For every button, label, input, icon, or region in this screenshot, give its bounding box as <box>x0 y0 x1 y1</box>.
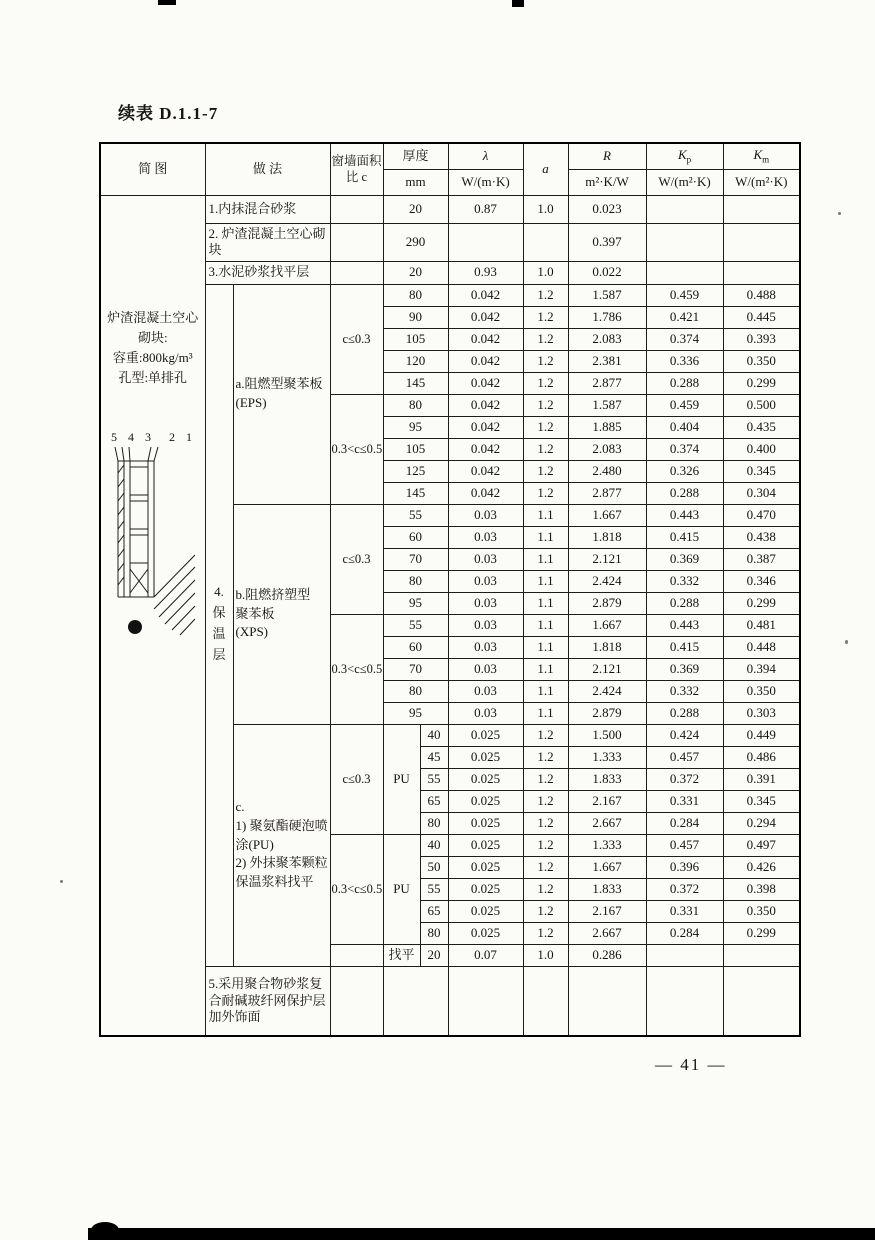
r-cell: 2.667 <box>568 812 646 834</box>
km-symbol: K <box>753 146 763 162</box>
thickness-cell: 55 <box>383 614 448 636</box>
a-cell: 1.2 <box>523 878 568 900</box>
a-cell: 1.2 <box>523 284 568 306</box>
wwr-cell <box>330 195 383 223</box>
a-cell: 1.1 <box>523 504 568 526</box>
scan-artifact <box>512 0 524 7</box>
r-cell: 2.877 <box>568 482 646 504</box>
thickness-cell: 80 <box>383 680 448 702</box>
a-cell: 1.2 <box>523 724 568 746</box>
km-cell: 0.393 <box>723 328 800 350</box>
lambda-cell: 0.03 <box>448 702 523 724</box>
kp-cell: 0.336 <box>646 350 723 372</box>
material-name-line: (EPS) <box>235 395 267 410</box>
material-name-line: 聚苯板 <box>235 605 275 621</box>
kp-cell: 0.284 <box>646 922 723 944</box>
kp-cell <box>646 966 723 1036</box>
method-cell: 1.内抹混合砂浆 <box>205 195 330 223</box>
kp-cell: 0.332 <box>646 570 723 592</box>
km-subscript: m <box>762 154 770 165</box>
scan-artifact <box>88 1228 875 1240</box>
material-name-line: b.阻燃挤塑型 <box>235 586 311 602</box>
a-cell: 1.2 <box>523 834 568 856</box>
thermal-parameters-table <box>99 142 801 1037</box>
wwr-cell <box>330 944 383 966</box>
km-cell: 0.488 <box>723 284 800 306</box>
km-cell: 0.304 <box>723 482 800 504</box>
kp-cell <box>646 195 723 223</box>
r-cell: 1.833 <box>568 768 646 790</box>
table-row <box>100 966 800 1036</box>
header-kp <box>646 143 723 169</box>
km-cell: 0.346 <box>723 570 800 592</box>
kp-cell: 0.374 <box>646 438 723 460</box>
lambda-cell: 0.03 <box>448 636 523 658</box>
km-cell: 0.470 <box>723 504 800 526</box>
kp-cell: 0.372 <box>646 878 723 900</box>
thickness-cell: 120 <box>383 350 448 372</box>
wall-section-diagram <box>107 447 199 637</box>
lambda-cell: 0.025 <box>448 724 523 746</box>
kp-cell: 0.396 <box>646 856 723 878</box>
thickness-cell: 55 <box>420 768 448 790</box>
a-cell: 1.1 <box>523 702 568 724</box>
kp-cell: 0.457 <box>646 746 723 768</box>
thickness-cell: 105 <box>383 438 448 460</box>
km-cell: 0.400 <box>723 438 800 460</box>
lambda-cell: 0.042 <box>448 482 523 504</box>
diagram-caption-line: 炉渣混凝土空心砌块: <box>107 309 199 345</box>
lambda-cell: 0.025 <box>448 812 523 834</box>
header-km-unit: W/(m²·K) <box>723 169 800 195</box>
km-cell: 0.294 <box>723 812 800 834</box>
lambda-cell: 0.042 <box>448 394 523 416</box>
r-cell <box>568 966 646 1036</box>
diagram-layer-labels: 5 4 3 2 1 <box>111 430 196 445</box>
r-cell: 2.083 <box>568 438 646 460</box>
r-cell: 1.818 <box>568 636 646 658</box>
km-cell: 0.497 <box>723 834 800 856</box>
header-diagram: 简 图 <box>100 143 205 195</box>
table-row <box>100 195 800 223</box>
km-cell: 0.438 <box>723 526 800 548</box>
scan-artifact <box>91 1222 119 1238</box>
pu-label-cell: PU <box>383 724 420 834</box>
km-cell: 0.426 <box>723 856 800 878</box>
km-cell: 0.486 <box>723 746 800 768</box>
thickness-cell: 70 <box>383 658 448 680</box>
km-cell: 0.448 <box>723 636 800 658</box>
header-thickness: 厚度 <box>383 143 448 169</box>
kp-symbol: K <box>677 146 687 162</box>
kp-cell: 0.332 <box>646 680 723 702</box>
thickness-cell: 80 <box>420 812 448 834</box>
kp-cell: 0.457 <box>646 834 723 856</box>
lambda-cell: 0.87 <box>448 195 523 223</box>
section-label: 保温层 <box>212 605 226 663</box>
r-cell: 0.023 <box>568 195 646 223</box>
lambda-cell: 0.03 <box>448 504 523 526</box>
header-kp-unit: W/(m²·K) <box>646 169 723 195</box>
lambda-cell: 0.03 <box>448 614 523 636</box>
a-cell: 1.2 <box>523 438 568 460</box>
km-cell: 0.303 <box>723 702 800 724</box>
wwr-cell <box>330 261 383 284</box>
scan-artifact <box>158 0 176 5</box>
lambda-cell: 0.025 <box>448 900 523 922</box>
kp-cell: 0.424 <box>646 724 723 746</box>
page-title: 续表 D.1.1-7 <box>118 104 219 123</box>
section-number: 4. <box>214 584 224 600</box>
leveling-label-cell: 找平 <box>383 944 420 966</box>
material-name-line: a.阻燃型聚苯板 <box>235 376 323 392</box>
r-cell: 2.879 <box>568 702 646 724</box>
a-cell: 1.2 <box>523 812 568 834</box>
km-cell: 0.299 <box>723 592 800 614</box>
thickness-cell: 40 <box>420 724 448 746</box>
scan-artifact <box>60 880 63 883</box>
r-cell: 1.587 <box>568 284 646 306</box>
km-cell: 0.387 <box>723 548 800 570</box>
r-cell: 1.786 <box>568 306 646 328</box>
km-cell <box>723 966 800 1036</box>
thickness-cell: 70 <box>383 548 448 570</box>
km-cell: 0.449 <box>723 724 800 746</box>
a-cell: 1.2 <box>523 394 568 416</box>
thickness-cell: 55 <box>383 504 448 526</box>
lambda-cell <box>448 966 523 1036</box>
kp-cell: 0.415 <box>646 526 723 548</box>
r-cell: 1.587 <box>568 394 646 416</box>
lambda-cell: 0.042 <box>448 328 523 350</box>
thickness-cell: 55 <box>420 878 448 900</box>
r-cell: 2.083 <box>568 328 646 350</box>
lambda-cell <box>448 223 523 261</box>
km-cell <box>723 944 800 966</box>
lambda-cell: 0.025 <box>448 746 523 768</box>
material-name-cell <box>233 504 330 724</box>
r-cell: 2.480 <box>568 460 646 482</box>
km-cell: 0.394 <box>723 658 800 680</box>
thickness-cell <box>383 966 448 1036</box>
header-alpha: a <box>523 143 568 195</box>
r-cell: 1.333 <box>568 746 646 768</box>
header-km <box>723 143 800 169</box>
diagram-caption-line: 孔型:单排孔 <box>118 369 188 385</box>
lambda-cell: 0.025 <box>448 768 523 790</box>
r-cell: 2.121 <box>568 658 646 680</box>
material-name-line: 2) 外抹聚苯颗粒保温浆料找平 <box>235 855 328 890</box>
method-cell: 3.水泥砂浆找平层 <box>205 261 330 284</box>
kp-cell <box>646 261 723 284</box>
thickness-cell: 65 <box>420 790 448 812</box>
kp-cell: 0.331 <box>646 900 723 922</box>
wwr-cell <box>330 223 383 261</box>
thickness-cell: 290 <box>383 223 448 261</box>
a-cell: 1.0 <box>523 261 568 284</box>
r-cell: 1.833 <box>568 878 646 900</box>
thickness-cell: 80 <box>383 570 448 592</box>
scan-artifact <box>838 212 841 215</box>
thickness-cell: 90 <box>383 306 448 328</box>
kp-cell <box>646 944 723 966</box>
r-cell: 0.397 <box>568 223 646 261</box>
km-cell <box>723 195 800 223</box>
a-cell: 1.1 <box>523 658 568 680</box>
header-r-unit: m²·K/W <box>568 169 646 195</box>
a-cell: 1.1 <box>523 614 568 636</box>
thickness-cell: 95 <box>383 702 448 724</box>
a-cell: 1.1 <box>523 570 568 592</box>
r-cell: 2.424 <box>568 570 646 592</box>
a-cell: 1.1 <box>523 548 568 570</box>
lambda-cell: 0.03 <box>448 680 523 702</box>
diagram-caption-line: 容重:800kg/m³ <box>112 349 193 365</box>
lambda-cell: 0.042 <box>448 416 523 438</box>
a-cell: 1.2 <box>523 900 568 922</box>
km-cell: 0.299 <box>723 372 800 394</box>
wwr-cell: c≤0.3 <box>330 284 383 394</box>
lambda-cell: 0.025 <box>448 790 523 812</box>
km-cell: 0.345 <box>723 460 800 482</box>
wwr-cell <box>330 966 383 1036</box>
r-cell: 1.885 <box>568 416 646 438</box>
a-cell: 1.2 <box>523 372 568 394</box>
kp-subscript: p <box>686 154 692 165</box>
kp-cell: 0.288 <box>646 482 723 504</box>
r-cell: 1.818 <box>568 526 646 548</box>
wwr-cell: 0.3<c≤0.5 <box>330 394 383 504</box>
header-thickness-unit: mm <box>383 169 448 195</box>
r-cell: 0.022 <box>568 261 646 284</box>
lambda-cell: 0.03 <box>448 526 523 548</box>
r-cell: 2.667 <box>568 922 646 944</box>
km-cell: 0.391 <box>723 768 800 790</box>
lambda-cell: 0.042 <box>448 306 523 328</box>
lambda-cell: 0.03 <box>448 548 523 570</box>
lambda-cell: 0.07 <box>448 944 523 966</box>
r-cell: 0.286 <box>568 944 646 966</box>
r-cell: 1.667 <box>568 856 646 878</box>
thickness-cell: 20 <box>420 944 448 966</box>
km-cell: 0.345 <box>723 790 800 812</box>
lambda-cell: 0.025 <box>448 834 523 856</box>
km-cell: 0.299 <box>723 922 800 944</box>
kp-cell: 0.326 <box>646 460 723 482</box>
scan-artifact <box>845 640 848 644</box>
a-cell: 1.1 <box>523 526 568 548</box>
lambda-cell: 0.042 <box>448 350 523 372</box>
kp-cell: 0.284 <box>646 812 723 834</box>
lambda-cell: 0.042 <box>448 372 523 394</box>
r-cell: 2.879 <box>568 592 646 614</box>
wwr-cell: 0.3<c≤0.5 <box>330 834 383 944</box>
material-name-line: c. <box>235 798 245 814</box>
km-cell: 0.435 <box>723 416 800 438</box>
lambda-cell: 0.042 <box>448 438 523 460</box>
thickness-cell: 145 <box>383 482 448 504</box>
kp-cell: 0.443 <box>646 614 723 636</box>
thickness-cell: 50 <box>420 856 448 878</box>
km-cell: 0.350 <box>723 350 800 372</box>
a-cell: 1.2 <box>523 856 568 878</box>
a-cell: 1.2 <box>523 460 568 482</box>
thickness-cell: 95 <box>383 416 448 438</box>
thickness-cell: 95 <box>383 592 448 614</box>
thickness-cell: 45 <box>420 746 448 768</box>
a-cell: 1.2 <box>523 922 568 944</box>
lambda-cell: 0.025 <box>448 856 523 878</box>
a-cell: 1.0 <box>523 944 568 966</box>
km-cell: 0.445 <box>723 306 800 328</box>
kp-cell: 0.374 <box>646 328 723 350</box>
table-row <box>100 223 800 261</box>
kp-cell: 0.288 <box>646 592 723 614</box>
lambda-cell: 0.025 <box>448 922 523 944</box>
lambda-cell: 0.042 <box>448 284 523 306</box>
a-cell <box>523 223 568 261</box>
header-r: R <box>568 143 646 169</box>
a-cell <box>523 966 568 1036</box>
thickness-cell: 80 <box>383 394 448 416</box>
kp-cell: 0.443 <box>646 504 723 526</box>
diagram-cell <box>100 195 205 1036</box>
thickness-cell: 125 <box>383 460 448 482</box>
lambda-cell: 0.025 <box>448 878 523 900</box>
r-cell: 1.500 <box>568 724 646 746</box>
section-4-label-cell <box>205 284 233 966</box>
kp-cell: 0.459 <box>646 284 723 306</box>
kp-cell: 0.404 <box>646 416 723 438</box>
kp-cell: 0.421 <box>646 306 723 328</box>
a-cell: 1.1 <box>523 592 568 614</box>
a-cell: 1.2 <box>523 768 568 790</box>
pu-label-cell: PU <box>383 834 420 944</box>
a-cell: 1.2 <box>523 482 568 504</box>
thickness-cell: 40 <box>420 834 448 856</box>
r-cell: 2.167 <box>568 900 646 922</box>
thickness-cell: 145 <box>383 372 448 394</box>
thickness-cell: 105 <box>383 328 448 350</box>
thickness-cell: 20 <box>383 195 448 223</box>
material-name-cell <box>233 724 330 966</box>
lambda-cell: 0.03 <box>448 592 523 614</box>
thickness-cell: 80 <box>383 284 448 306</box>
kp-cell: 0.459 <box>646 394 723 416</box>
material-name-cell <box>233 284 330 504</box>
thickness-cell: 65 <box>420 900 448 922</box>
lambda-cell: 0.042 <box>448 460 523 482</box>
km-cell: 0.350 <box>723 680 800 702</box>
kp-cell: 0.369 <box>646 658 723 680</box>
a-cell: 1.2 <box>523 306 568 328</box>
thickness-cell: 20 <box>383 261 448 284</box>
r-cell: 1.667 <box>568 614 646 636</box>
kp-cell: 0.372 <box>646 768 723 790</box>
method-cell: 2. 炉渣混凝土空心砌块 <box>205 223 330 261</box>
page-number: — 41 — <box>655 1055 727 1074</box>
thickness-cell: 60 <box>383 526 448 548</box>
header-wwr: 窗墙面积比 c <box>330 143 383 195</box>
lambda-cell: 0.03 <box>448 570 523 592</box>
header-lambda: λ <box>448 143 523 169</box>
header-lambda-unit: W/(m·K) <box>448 169 523 195</box>
header-row-1 <box>100 143 800 169</box>
lambda-cell: 0.03 <box>448 658 523 680</box>
method-cell: 5.采用聚合物砂浆复合耐碱玻纤网保护层加外饰面 <box>205 966 330 1036</box>
material-name-line: (XPS) <box>235 624 269 640</box>
r-cell: 2.167 <box>568 790 646 812</box>
km-cell: 0.500 <box>723 394 800 416</box>
a-cell: 1.0 <box>523 195 568 223</box>
a-cell: 1.2 <box>523 790 568 812</box>
wwr-cell: c≤0.3 <box>330 724 383 834</box>
a-cell: 1.1 <box>523 636 568 658</box>
kp-cell: 0.415 <box>646 636 723 658</box>
r-cell: 2.381 <box>568 350 646 372</box>
header-method: 做 法 <box>205 143 330 195</box>
wwr-cell: 0.3<c≤0.5 <box>330 614 383 724</box>
table-wrapper <box>99 142 801 1037</box>
kp-cell: 0.288 <box>646 372 723 394</box>
a-cell: 1.2 <box>523 746 568 768</box>
thickness-cell: 60 <box>383 636 448 658</box>
r-cell: 1.333 <box>568 834 646 856</box>
km-cell <box>723 223 800 261</box>
kp-cell: 0.369 <box>646 548 723 570</box>
r-cell: 2.424 <box>568 680 646 702</box>
wwr-cell: c≤0.3 <box>330 504 383 614</box>
a-cell: 1.2 <box>523 350 568 372</box>
material-name-line: 1) 聚氨酯硬泡喷涂(PU) <box>235 817 328 852</box>
km-cell: 0.398 <box>723 878 800 900</box>
r-cell: 2.877 <box>568 372 646 394</box>
kp-cell: 0.288 <box>646 702 723 724</box>
km-cell <box>723 261 800 284</box>
thickness-cell: 80 <box>420 922 448 944</box>
r-cell: 1.667 <box>568 504 646 526</box>
km-cell: 0.481 <box>723 614 800 636</box>
table-row <box>100 261 800 284</box>
a-cell: 1.2 <box>523 328 568 350</box>
insulation-data-row <box>100 284 800 306</box>
a-cell: 1.1 <box>523 680 568 702</box>
a-cell: 1.2 <box>523 416 568 438</box>
kp-cell: 0.331 <box>646 790 723 812</box>
km-cell: 0.350 <box>723 900 800 922</box>
lambda-cell: 0.93 <box>448 261 523 284</box>
r-cell: 2.121 <box>568 548 646 570</box>
kp-cell <box>646 223 723 261</box>
